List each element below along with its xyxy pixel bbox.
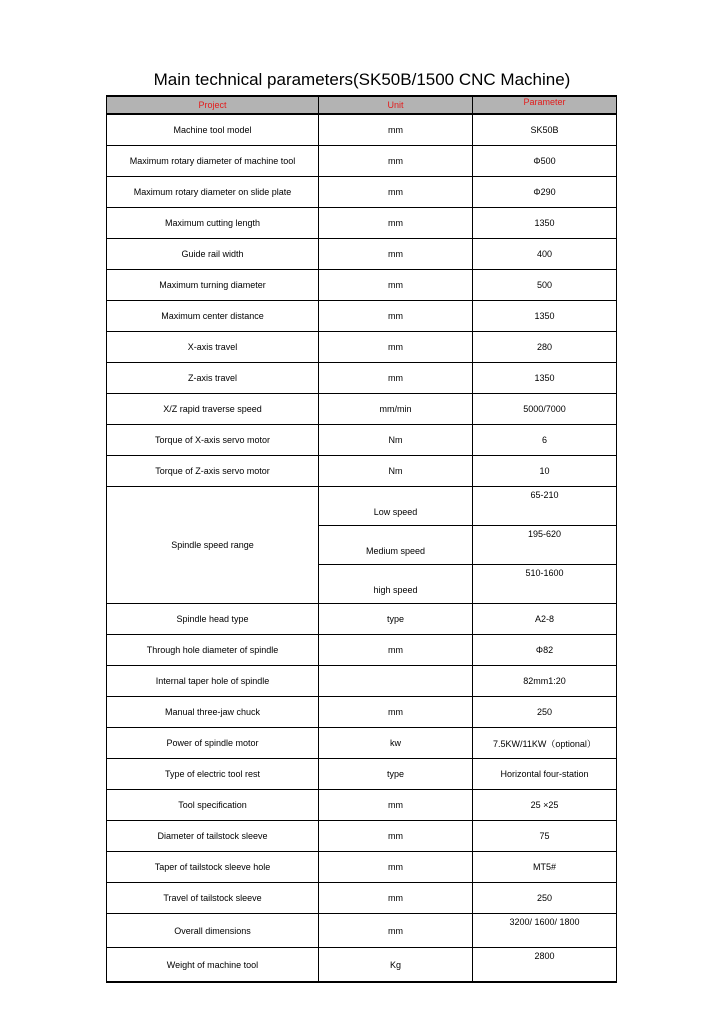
table-row-spindle-speed	[107, 487, 617, 526]
parameter-cell: 1350	[473, 301, 617, 332]
project-cell: Guide rail width	[107, 239, 319, 270]
project-cell: X-axis travel	[107, 332, 319, 363]
table-row	[107, 697, 617, 728]
project-cell: Weight of machine tool	[107, 948, 319, 983]
project-cell: Through hole diameter of spindle	[107, 635, 319, 666]
parameter-cell: 250	[473, 697, 617, 728]
table-row	[107, 635, 617, 666]
parameter-cell: 1350	[473, 363, 617, 394]
unit-cell: mm	[319, 114, 473, 146]
project-cell: Internal taper hole of spindle	[107, 666, 319, 697]
table-header-row	[107, 96, 617, 114]
table-row	[107, 301, 617, 332]
table-row	[107, 394, 617, 425]
parameters-table	[106, 95, 617, 983]
table-row	[107, 239, 617, 270]
unit-cell: mm	[319, 852, 473, 883]
table-row	[107, 948, 617, 983]
header-project: Project	[107, 96, 319, 114]
parameter-cell: 75	[473, 821, 617, 852]
unit-cell: Nm	[319, 456, 473, 487]
parameter-cell: 65-210	[473, 487, 617, 526]
header-unit: Unit	[319, 96, 473, 114]
table-row	[107, 332, 617, 363]
table-row	[107, 177, 617, 208]
unit-cell: Low speed	[319, 487, 473, 526]
project-cell: Manual three-jaw chuck	[107, 697, 319, 728]
table-row	[107, 604, 617, 635]
parameter-cell: 280	[473, 332, 617, 363]
table-row	[107, 456, 617, 487]
parameter-cell: Φ500	[473, 146, 617, 177]
parameter-cell: 2800	[473, 948, 617, 983]
project-cell: Spindle speed range	[107, 487, 319, 604]
unit-cell: mm	[319, 635, 473, 666]
parameter-cell: 400	[473, 239, 617, 270]
parameter-cell: 3200/ 1600/ 1800	[473, 914, 617, 948]
project-cell: Overall dimensions	[107, 914, 319, 948]
unit-cell: mm	[319, 697, 473, 728]
unit-cell: mm	[319, 301, 473, 332]
unit-cell: type	[319, 604, 473, 635]
table-row	[107, 114, 617, 146]
project-cell: Type of electric tool rest	[107, 759, 319, 790]
table-row	[107, 146, 617, 177]
project-cell: Torque of X-axis servo motor	[107, 425, 319, 456]
parameter-cell: 500	[473, 270, 617, 301]
header-parameter: Parameter	[473, 96, 617, 114]
parameter-cell: A2-8	[473, 604, 617, 635]
parameter-cell: 7.5KW/11KW（optional）	[473, 728, 617, 759]
unit-cell: mm	[319, 239, 473, 270]
project-cell: Diameter of tailstock sleeve	[107, 821, 319, 852]
parameter-cell: Horizontal four-station	[473, 759, 617, 790]
project-cell: X/Z rapid traverse speed	[107, 394, 319, 425]
parameter-cell: SK50B	[473, 114, 617, 146]
project-cell: Travel of tailstock sleeve	[107, 883, 319, 914]
project-cell: Maximum turning diameter	[107, 270, 319, 301]
unit-cell: high speed	[319, 565, 473, 604]
unit-cell: mm	[319, 821, 473, 852]
parameter-cell: 5000/7000	[473, 394, 617, 425]
table-row	[107, 425, 617, 456]
table-row	[107, 208, 617, 239]
parameter-cell: 250	[473, 883, 617, 914]
parameter-cell: MT5#	[473, 852, 617, 883]
project-cell: Spindle head type	[107, 604, 319, 635]
unit-cell: Kg	[319, 948, 473, 983]
project-cell: Machine tool model	[107, 114, 319, 146]
page-title: Main technical parameters(SK50B/1500 CNC Machine)	[153, 70, 571, 89]
unit-cell: mm/min	[319, 394, 473, 425]
project-cell: Maximum center distance	[107, 301, 319, 332]
unit-cell	[319, 666, 473, 697]
unit-cell: mm	[319, 363, 473, 394]
unit-cell: type	[319, 759, 473, 790]
project-cell: Torque of Z-axis servo motor	[107, 456, 319, 487]
table-row	[107, 821, 617, 852]
parameter-cell: 195-620	[473, 526, 617, 565]
unit-cell: mm	[319, 208, 473, 239]
project-cell: Maximum rotary diameter of machine tool	[107, 146, 319, 177]
parameter-cell: 510-1600	[473, 565, 617, 604]
unit-cell: Nm	[319, 425, 473, 456]
unit-cell: Medium speed	[319, 526, 473, 565]
table-row	[107, 728, 617, 759]
table-row	[107, 363, 617, 394]
parameter-cell: 1350	[473, 208, 617, 239]
unit-cell: mm	[319, 883, 473, 914]
unit-cell: mm	[319, 332, 473, 363]
unit-cell: mm	[319, 177, 473, 208]
table-row	[107, 883, 617, 914]
table-row	[107, 914, 617, 948]
project-cell: Tool specification	[107, 790, 319, 821]
parameter-cell: 82mm1:20	[473, 666, 617, 697]
project-cell: Taper of tailstock sleeve hole	[107, 852, 319, 883]
parameter-cell: 10	[473, 456, 617, 487]
unit-cell: mm	[319, 790, 473, 821]
unit-cell: kw	[319, 728, 473, 759]
table-row	[107, 852, 617, 883]
parameter-cell: 25 ×25	[473, 790, 617, 821]
project-cell: Maximum cutting length	[107, 208, 319, 239]
table-row	[107, 790, 617, 821]
project-cell: Z-axis travel	[107, 363, 319, 394]
unit-cell: mm	[319, 270, 473, 301]
parameter-cell: 6	[473, 425, 617, 456]
project-cell: Power of spindle motor	[107, 728, 319, 759]
table-row	[107, 666, 617, 697]
table-row	[107, 759, 617, 790]
table-row	[107, 270, 617, 301]
parameter-cell: Φ290	[473, 177, 617, 208]
parameter-cell: Φ82	[473, 635, 617, 666]
project-cell: Maximum rotary diameter on slide plate	[107, 177, 319, 208]
unit-cell: mm	[319, 914, 473, 948]
unit-cell: mm	[319, 146, 473, 177]
